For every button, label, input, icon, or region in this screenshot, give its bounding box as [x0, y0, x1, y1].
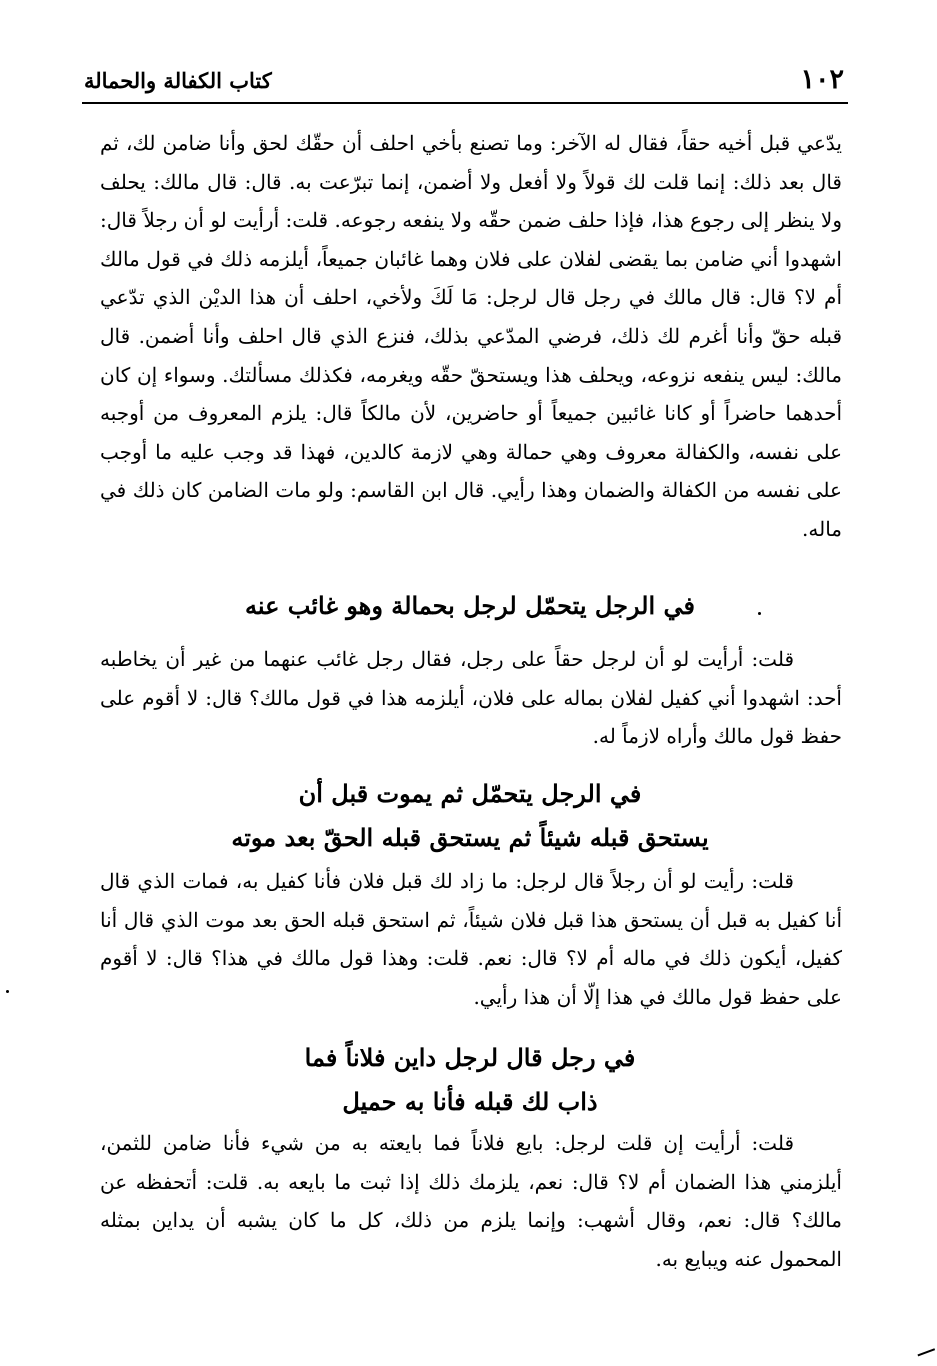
- section-heading-3-line-2: ذاب لك قبله فأنا به حميل: [342, 1087, 598, 1116]
- section-heading-1: [120, 584, 820, 628]
- scan-corner-mark: [917, 1348, 937, 1365]
- section-heading-3-line-1: في رجل قال لرجل داين فلاناً فما: [304, 1043, 636, 1072]
- section-heading-2: [120, 772, 820, 860]
- running-title: كتاب الكفالة والحمالة: [84, 68, 272, 93]
- section-heading-1-line: في الرجل يتحمّل لرجل بحمالة وهو غائب عنه: [245, 591, 695, 620]
- scan-speck: [758, 612, 761, 615]
- section-heading-2-line-1: في الرجل يتحمّل ثم يموت قبل أن: [298, 779, 642, 808]
- paragraph-2: قلت: أرأيت لو أن لرجل حقاً على رجل، فقال رجل غائب عنهما من غير أن يخاطبه أحد: اشهدوا أني كفيل لفلان بماله على فلان، أيلزمه هذا في قول مالك؟ قال: لا أقوم على حفظ قول مالك وأراه لازماً له.: [100, 647, 842, 749]
- header-divider: [82, 102, 848, 104]
- section-heading-3: [120, 1036, 820, 1124]
- page-number: ١٠٢: [800, 64, 844, 95]
- section-heading-2-line-2: يستحق قبله شيئاً ثم يستحق قبله الحقّ بعد موته: [231, 823, 709, 852]
- page-header: [84, 62, 844, 98]
- paragraph-1: يدّعي قبل أخيه حقاً، فقال له الآخر: وما تصنع بأخي احلف أن حقّك لحق وأنا ضامن لك، ثم قال بعد ذلك: إنما قلت لك قولاً ولا أفعل ولا أضمن، إنما تبرّعت به. قال: قال مالك: يحلف ولا ينظر إلى رجوع هذا، فإذا حلف ضمن حقّه ولا ينفعه رجوعه. قلت: أرأيت لو أن رجلاً قال: اشهدوا أني ضامن بما يقضى لفلان على فلان وهما غائبان جميعاً، أيلزمه ذلك في قول مالك أم لا؟ قال: قال مالك في رجل قال لرجل: مَا لَكَ ولأخي، احلف أن هذا الديْن الذي تدّعي قبله حقّ وأنا أغرم لك ذلك، فرضي المدّعي بذلك، فنزع الذي قال احلف وأنا أضمن. قال مالك: ليس ينفعه نزوعه، ويحلف هذا ويستحقّ حقّه ويغرمه، فكذلك مسألتك. وسواء إن كان أحدهما حاضراً أو كانا غائبين جميعاً أو حاضرين، لأن مالكاً قال: يلزم المعروف من أوجبه على نفسه، والكفالة معروف وهي حمالة وهي لازمة كالدين، فهذا قد وجب عليه ما أوجب على نفسه من الكفالة والضمان وهذا رأيي. قال ابن القاسم: ولو مات الضامن كان ذلك في ماله.: [100, 131, 843, 541]
- paragraph-3: قلت: رأيت لو أن رجلاً قال لرجل: ما زاد لك قبل فلان فأنا كفيل به، فمات الذي قال أنا كفيل به قبل أن يستحق هذا قبل فلان شيئاً، ثم استحق قبله الحق بعد موت الذي قال أنا كفيل، أيكون ذلك في ماله أم لا؟ قال: نعم. قلت: وهذا قول مالك في هذا؟ قال: لا أقوم على حفظ قول مالك في هذا إلّا أن هذا رأيي.: [100, 869, 843, 1009]
- scan-speck: [6, 990, 9, 993]
- paragraph-4: قلت: أرأيت إن قلت لرجل: بايع فلاناً فما بايعته به من شيء فأنا ضامن للثمن، أيلزمني هذا الضمان أم لا؟ قال: نعم، يلزمك ذلك إذا ثبت ما بايعه به. قلت: أتحفظه عن مالك؟ قال: نعم، وقال أشهب: وإنما يلزم من ذلك، كل ما كان يشبه أن يداين بمثله المحمول عنه ويبايع به.: [100, 1131, 842, 1271]
